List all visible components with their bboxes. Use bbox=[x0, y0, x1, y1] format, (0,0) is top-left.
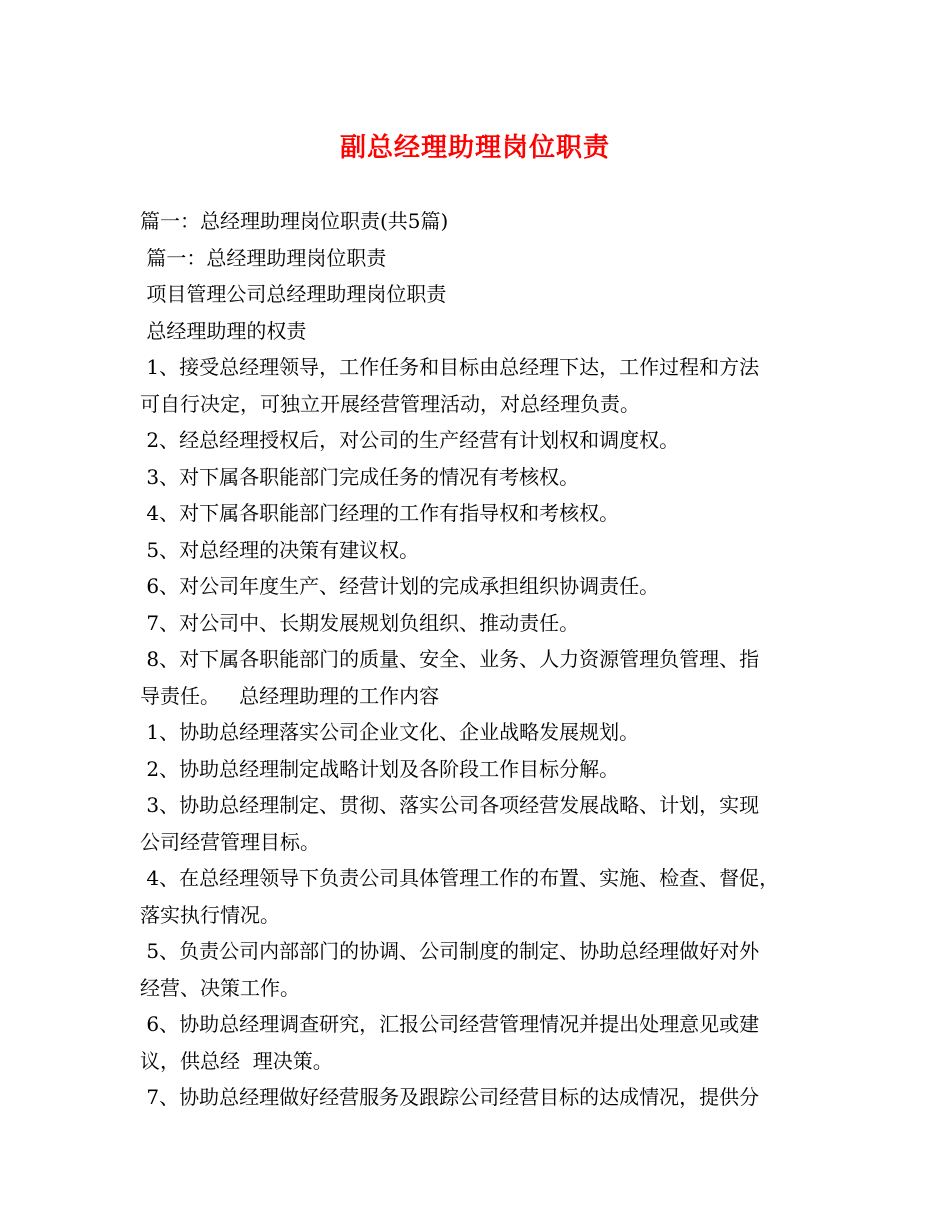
body-line: 篇一：总经理助理岗位职责(共5篇) bbox=[140, 209, 449, 233]
body-line: 4、对下属各职能部门经理的工作有指导权和考核权。 bbox=[140, 501, 620, 525]
body-line: 导责任。 总经理助理的工作内容 bbox=[140, 683, 440, 708]
body-line: 6、协助总经理调查研究，汇报公司经营管理情况并提出处理意见或建 bbox=[140, 1012, 760, 1036]
body-line: 4、在总经理领导下负责公司具体管理工作的布置、实施、检查、督促， bbox=[140, 866, 780, 890]
body-line: 6、对公司年度生产、经营计划的完成承担组织协调责任。 bbox=[140, 574, 660, 598]
body-line: 5、对总经理的决策有建议权。 bbox=[140, 537, 420, 562]
body-line: 公司经营管理目标。 bbox=[140, 829, 320, 854]
body-line: 5、负责公司内部部门的协调、公司制度的制定、协助总经理做好对外 bbox=[140, 939, 760, 963]
body-line: 7、对公司中、长期发展规划负组织、推动责任。 bbox=[140, 610, 580, 635]
document-title: 副总经理助理岗位职责 bbox=[339, 133, 610, 163]
body-line: 落实执行情况。 bbox=[140, 902, 280, 927]
body-line: 1、协助总经理落实公司企业文化、企业战略发展规划。 bbox=[140, 720, 640, 744]
body-line: 经营、决策工作。 bbox=[140, 975, 300, 1000]
body-line: 总经理助理的权责 bbox=[140, 318, 307, 343]
body-line: 2、协助总经理制定战略计划及各阶段工作目标分解。 bbox=[140, 756, 620, 781]
body-line: 项目管理公司总经理助理岗位职责 bbox=[140, 282, 447, 306]
body-line: 可自行决定，可独立开展经营管理活动，对总经理负责。 bbox=[140, 391, 640, 416]
body-line: 3、协助总经理制定、贯彻、落实公司各项经营发展战略、计划，实现 bbox=[140, 793, 760, 817]
body-line: 3、对下属各职能部门完成任务的情况有考核权。 bbox=[140, 464, 580, 489]
document-body bbox=[140, 203, 830, 1116]
body-line: 篇一：总经理助理岗位职责 bbox=[140, 245, 387, 270]
body-line: 2、经总经理授权后，对公司的生产经营有计划权和调度权。 bbox=[140, 428, 680, 452]
body-line: 8、对下属各职能部门的质量、安全、业务、人力资源管理负管理、指 bbox=[140, 647, 760, 671]
body-line: 议，供总经 理决策。 bbox=[140, 1048, 333, 1073]
body-line: 7、协助总经理做好经营服务及跟踪公司经营目标的达成情况，提供分 bbox=[140, 1085, 760, 1109]
body-line: 1、接受总经理领导，工作任务和目标由总经理下达，工作过程和方法 bbox=[140, 355, 760, 379]
